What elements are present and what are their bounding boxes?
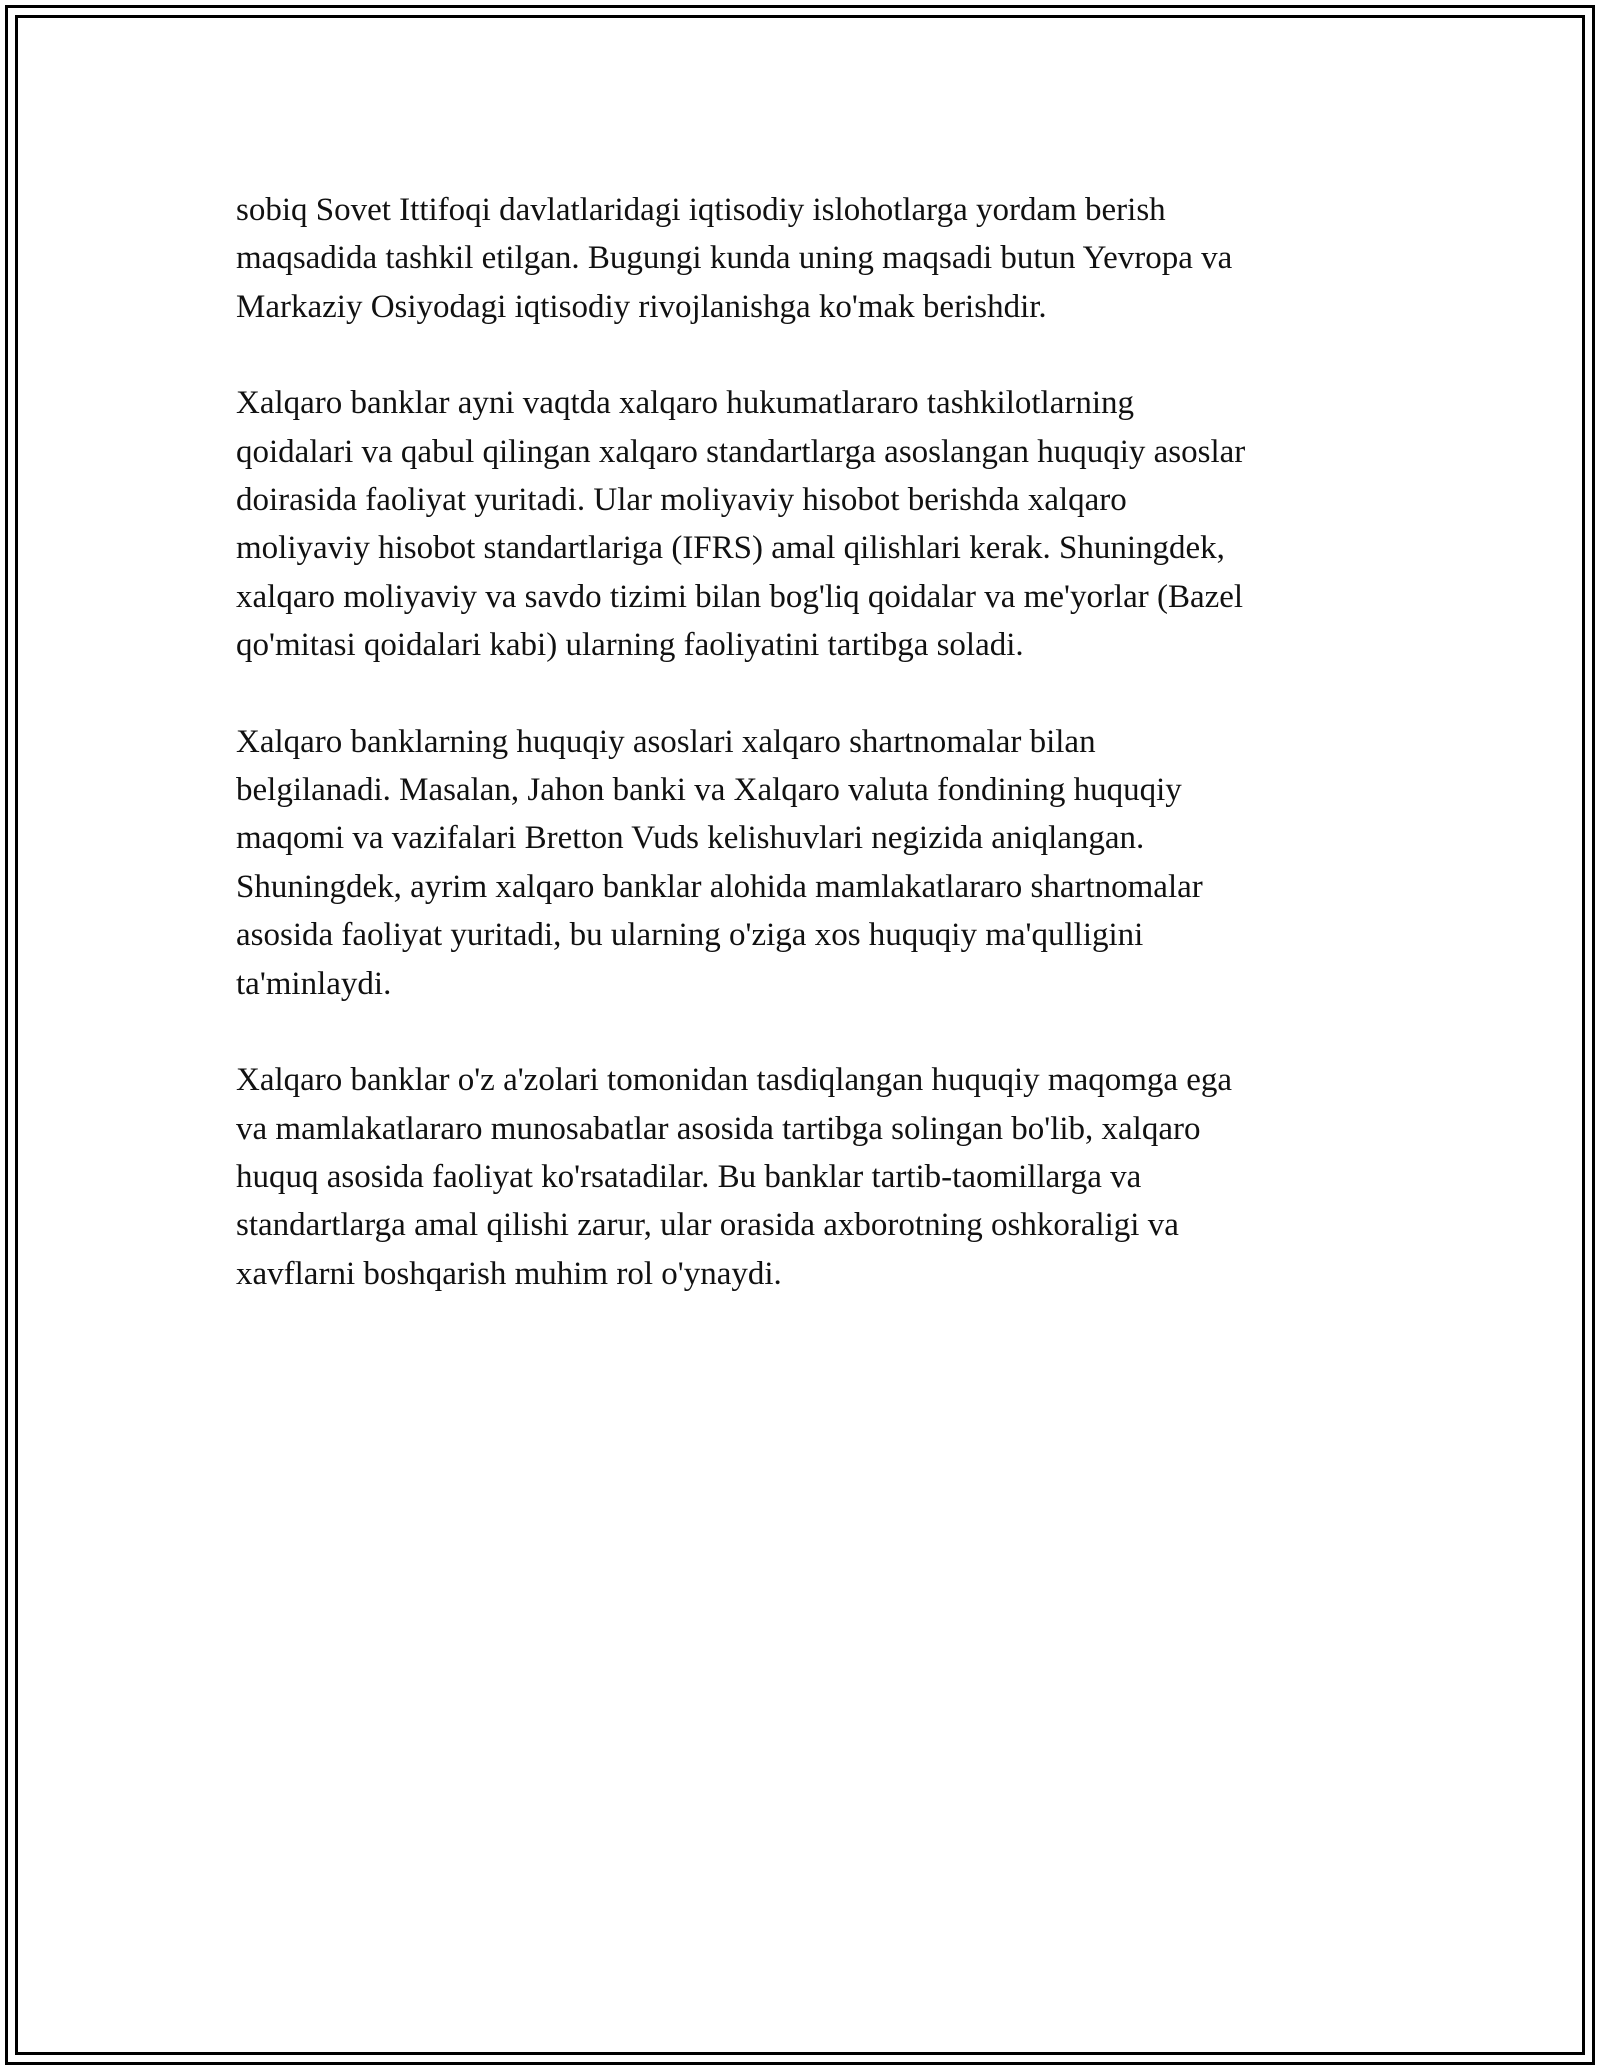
paragraph-3: Xalqaro banklarning huquqiy asoslari xalqaro shartnomalar bilan belgilanadi. Masalan, Jahon banki va Xalqaro valuta fondining huquqiy maqomi va vazifalari Bretton Vuds kelishuvlari negizida aniqlangan. Shuningdek, ayrim xalqaro banklar alohida mamlakatlararo shartnomalar asosida faoliyat yuritadi, bu ularning o'ziga xos huquqiy ma'qulligini ta'minlaydi. [236,723,1203,1002]
paragraph-4: Xalqaro banklar o'z a'zolari tomonidan tasdiqlangan huquqiy maqomga ega va mamlakatlararo munosabatlar asosida tartibga solingan bo'lib, xalqaro huquq asosida faoliyat ko'rsatadilar. Bu banklar tartib-taomillarga va standartlarga amal qilishi zarur, ular orasida axborotning oshkoraligi va xavflarni boshqarish muhim rol o'ynaydi. [236,1062,1233,1292]
document-body [236,186,1366,1346]
paragraph-2: Xalqaro banklar ayni vaqtda xalqaro hukumatlararo tashkilotlarning qoidalari va qabul qilingan xalqaro standartlarga asoslangan huquqiy asoslar doirasida faoliyat yuritadi. Ular moliyaviy hisobot berishda xalqaro moliyaviy hisobot standartlariga (IFRS) amal qilishlari kerak. Shuningdek, xalqaro moliyaviy va savdo tizimi bilan bog'liq qoidalar va me'yorlar (Bazel qo'mitasi qoidalari kabi) ularning faoliyatini tartibga soladi. [236,385,1246,664]
paragraph-1: sobiq Sovet Ittifoqi davlatlaridagi iqtisodiy islohotlarga yordam berish maqsadida tashkil etilgan. Bugungi kunda uning maqsadi butun Yevropa va Markaziy Osiyodagi iqtisodiy rivojlanishga ko'mak berishdir. [236,192,1233,325]
